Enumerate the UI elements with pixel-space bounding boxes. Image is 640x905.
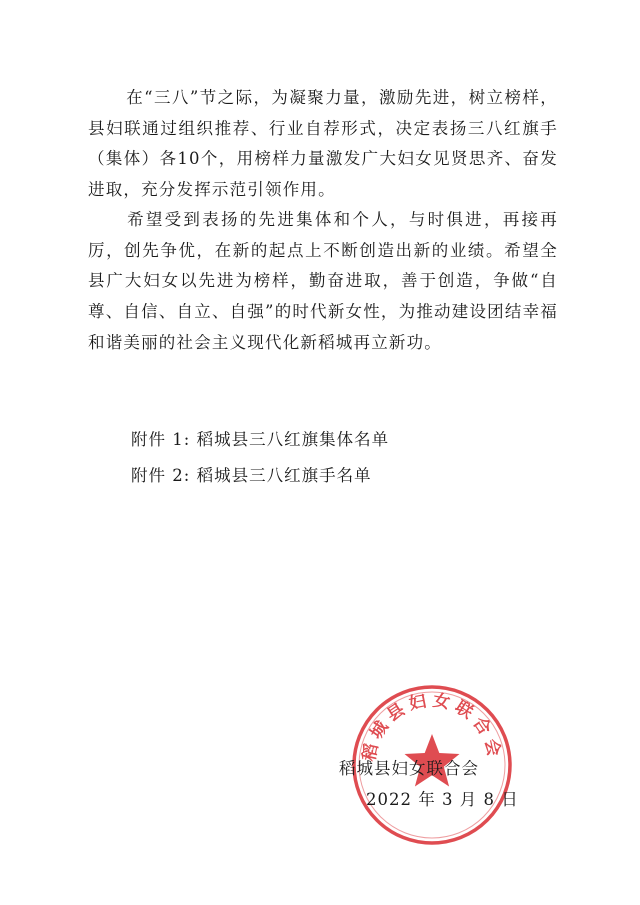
signature-organization: 稻城县妇女联合会	[339, 759, 479, 778]
attachment-2-label: 附件 2:	[131, 466, 191, 485]
paragraph-2-text: 希望受到表扬的先进集体和个人，与时俱进，再接再厉，创先争优，在新的起点上不断创造出新的业绩。希望全县广大妇女以先进为榜样，勤奋进取，善于创造，争做“自尊、自信、自立、自强”的时代新女性，为推动建设团结幸福和谐美丽的社会主义现代化新稻城再立新功。	[88, 210, 558, 352]
attachment-1-label: 附件 1:	[131, 430, 191, 449]
attachment-2	[131, 462, 372, 486]
body-paragraph-1	[88, 83, 558, 206]
seal-text: 稻城县妇女联合会	[359, 690, 505, 763]
attachment-2-title: 稻城县三八红旗手名单	[196, 466, 372, 485]
paragraph-1-text: 在“三八”节之际，为凝聚力量，激励先进，树立榜样，县妇联通过组织推荐、行业自荐形式，决定表扬三八红旗手（集体）各10个，用榜样力量激发广大妇女见贤思齐、奋发进取，充分发挥示范引领作用。	[88, 88, 558, 200]
attachment-1	[131, 426, 389, 450]
attachment-1-title: 稻城县三八红旗集体名单	[196, 430, 390, 449]
body-paragraph-2	[88, 205, 558, 359]
signature-date: 2022 年 3 月 8 日	[366, 790, 519, 809]
